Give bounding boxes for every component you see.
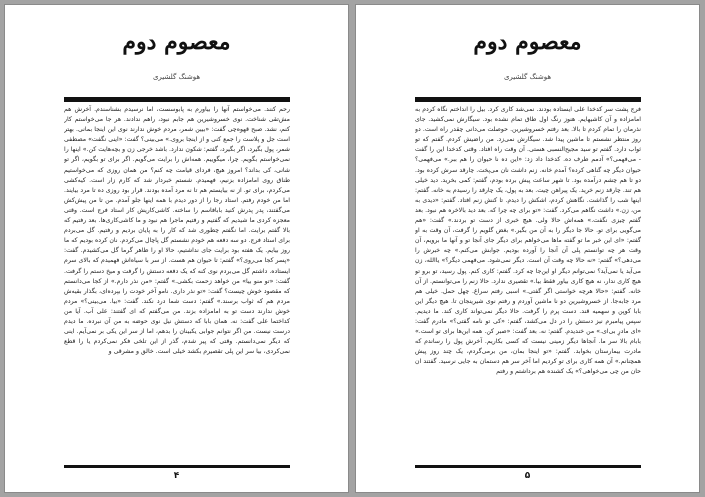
- body-text: رحم کنند. می‌خواستم آنها را بیاورم به پابوسست، اما نرسیدم بشناسندم. آخرش هم مش‌تقی شناخت. نوی خسروشیرین هم جابم نبود، راهم ندادند. هر جا می‌خواستم کار کنم، نشد. صبح قهوه‌چی گفت: «بیین شمر، مردم خوش ندارند نوی این اینجا بمانی. بهتر است جل و پلاست را جمع کنی و از اینجا بروی.» می‌بینی؟ گفت: «اینی نگفت» مصطفی شمر، پول بگیرد، اگر بگیرد، گفتم: شکون ندارد. باشد خرجی زن و بچه‌هایت کن.» اینها را نمی‌خواستم بگویم. چرا، میگوییم. همه‌اش را برایت می‌گویم. اگر برای تو بگویم، اگر تو شانی، کی بداند؟ امروز هیچ، فردای قیامت چه کنم؟ من همان روزی که می‌خواستیم طناق روی امامزاده بزنیم، فهمیدم. شستم خبردار شد که کارم زار است. کیه‌کشی می‌کردم، برای تو. از نه بیایستم هم تا نه مرد آمده بودند. قرار بود روزی ده تا مرد بیایند. اما من خودم رفتم. استاد رجا را از دور دیدم با همه اینها جلو آمدم. من تا من پیش‌کش می‌گفتند، پدر پدرش کنید بابافاسم را ساخته. کاشی‌کاریش کار استاد فرج است. وقتی معجزه کردی ما شیدیم که گفتیم و رفتیم ماجرا هم نبود و ما کاشی‌کاری‌ها. بعد رفتیم که بالا گفتم برایت. اما نگفتم چطوری شد که کار را به پایان بردیم و رفتیم. گل می‌بردم برای استاد فرج. دو سه دفعه هم خودم نشستم گل پاچال می‌کردم. نان کرده بودیم که ما روز بیایم. یک هفته بود برایت جای نداشتیم، حالا او را ظاهر گرما گل می‌کشیدم. گفت: «پسر کجا می‌روی؟» گفتم: تا حیوان هم هست. از سر با سیاه‌اش فهمیدم که بالای سرم ایستاده. داشتم گل می‌بردم نوی کنه که یک دفعه دستش را گرفت و میخ دستم را گرفت. گفت: «تو منو بیا» من خواهد زحمت بکشی.» گفتم: «من نذر دارم.» از کجا می‌دانستم که مقصود خوش چیست؟ گفت: «تو نذر داری. نامو آخر خودت را بپرده‌ای، بگذار بقیه‌ش مردم هم که ثواب برسند.» گفتم: دست شما درد نکند. گفت: «بیا. می‌بینی؟» مردم خوش ندارند دست تو به امامزاده بزند. من می‌گفتم که ای گفتند: علی آب. آیا من کد‌اختما علی گفت: نه. همان بابا که دستش نیل نوی حوضه به من آن نبرده. ما دیدم درست نیست. من اگر نتوانم جوابی یکبینان را بدهم، اما از سر این یکی بر نمی‌آیم. اینی که دیگر نمی‌دانستم. وقتی که پیر شدم، گذر از این تلخی فکر نمی‌کردم یا را قطع نمی‌کردی، بیا سر این پلی تقصیرم بکشد خیلی است. خالق و مشرقی و: [64, 106, 290, 356]
- top-rule: [415, 97, 641, 102]
- author-name: هوشنگ گلشیری: [152, 73, 201, 81]
- left-page: [4, 4, 349, 493]
- bottom-rule: [415, 465, 641, 468]
- page-number: ۴: [173, 471, 180, 481]
- right-page: [355, 4, 700, 493]
- author-name: هوشنگ گلشیری: [503, 73, 552, 81]
- top-rule: [64, 97, 290, 102]
- bottom-rule: [64, 465, 290, 468]
- page-title: معصوم دوم: [473, 29, 582, 55]
- body-text: فرج پشت سر کدخدا علی ایستاده بودند. نمی‌شد کاری کرد. بیل را انداختم نگاه کردم به امامزاده و آن کاشیهایم. هنوز رنگ اول طاق تمام نشده بود. سیگارش نمی‌کشید. جای نذرمان را تمام کردم تا بالا. بعد رفتم خسروشیرین. حوصلت می‌دانی چقدر راه است. دو روز منتظر نشستم تا ماشین پیدا شد. سیگارش نمی‌زد. من راضیش کردم. گفتم که تو ثواب دارد. گفتم تو سید مجیح‌النسبی هستی. آن وقت راه افتاد. وقتی کدخدا این را گفت - می‌فهمی؟» آدمم طرف ده. کدخدا داد زد: «این ده نا حیوان را هم ببر.» می‌فهمی؟ حیوان دیگر چه گناهی کرده؟ آمدم خانه. زنم داشت نان می‌پخت. چارقد سرش کرده بود. دو تا هم چشم درآمده بود. تا شهر ساعت پیش برده بودم، گفتم: کمی بخرید. دید خیلی هم تند. چارقد زنم خرید. یک پیراهن چیت. بعد به پول، یک چارقد را رسیدم به خانه. گفتم: اینها شب را گذاشت. نگاهش کردم، اشکش را دیدم. تا کنش زنم افتاد. گفتم: «دیدی به من، زن.» داشت نگاهم می‌کرد. گفت: «تو برای چه چرا که. بعد دید بالاخره هم نبود. بعد گفتم چیزی نگفت.» همه‌اش حالا ولی. هیچ خبری از دست تو بردند.» گفت: «هم می‌گویی برای تو. حالا جا دیگر را به آن من بگیر.» بغض گلویم را گرفت، آن وقت به او گفتم: «ای این خبر ما تو گفته ما‌ها می‌خواهم برای دیگر جای آنجا تو و آنها ما برویم، آن وقت هر چه توانستم پلی آن آنجا را آورده بودیم. جوابش می‌کنم.» چه خبرش را می‌دهی؟» گفتم: «نه حالا چه وقت آن است. دیگر نمی‌شود. می‌فهمی دیگر؟» یاالله، زن می‌آید یا نمی‌آید؟ نمی‌توانم دیگر او این‌جا چه کرد. گفتم: کاری کنم. پول رسید، تو برو تو هیچ کاری ندار، نه هیچ کاری بیاور فقط بیا.» تقصیری ندارد. حالا زنم را می‌توانستم. از آن خانه. گفتم: «حالا هرچه خواستی اگر گفتی.» اسبی رفتم سراغ. چهل حمل. خیلی هم مرد جابه‌جا. از خسروشیرین دو نا ماشین آوردم و رفتم نوی شیرینجان تا. هیچ دیگر این بابا کوپن و سهمیه قند. دست پرم را گرفت. حالا دیگر نمی‌تواند کاری کند. ما دیدیم. سپس پیامبرم نیز دستش را در دل می‌کشد، گفتم: «کی تو نامه گفتی؟» مادرم گفت: «ای مادرِ بی‌ای.» من خندیدم. گفتم: نه. بعد گفت: «صبر کن. همه این‌ها برای تو است.» بابام بالا سر ما. آنجاها دیگر زمینی نیست که کسی بکاریم. آخرش پول را رساندم که مادرت بیمارستان بخوابد. گفتم: «تو اینجا بمان، من برمی‌گردم، یک چند روز پیش همچنانم.» آن همه کاری برای تو کردیم اما آخر سر هم دستمان به جایی نرسید. گفتند ان حان من چی می‌خواهی؟» یک کشنده هم برداشتم و رفتم: [415, 106, 641, 376]
- page-number: ۵: [524, 471, 531, 481]
- page-title: معصوم دوم: [122, 29, 231, 55]
